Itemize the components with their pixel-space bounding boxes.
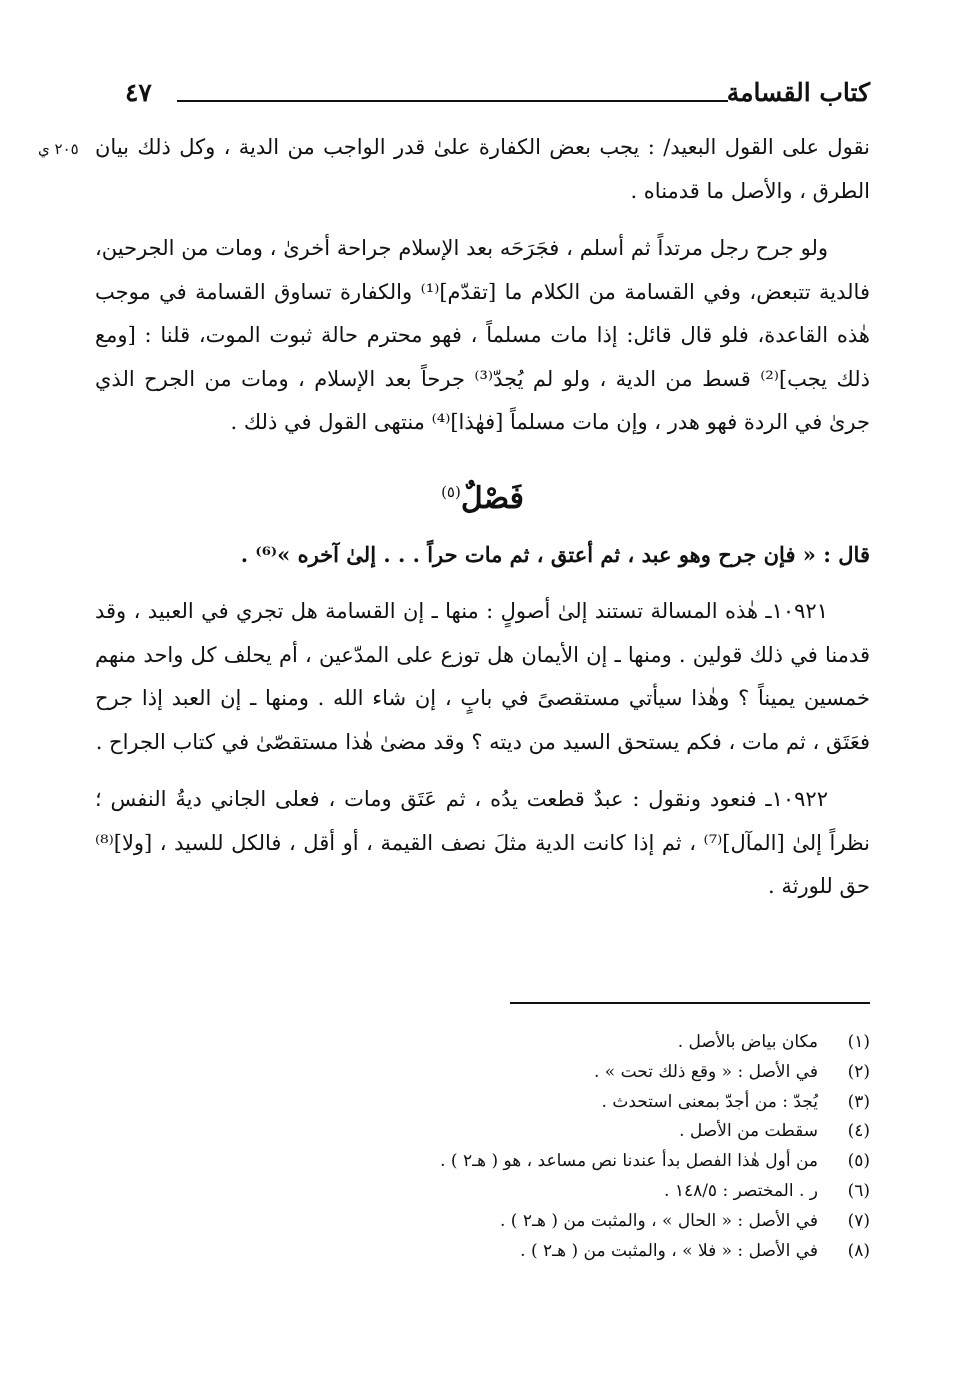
footnote-number: (١) — [847, 1032, 870, 1052]
section-heading-note: (٥) — [441, 482, 461, 501]
footnote-text: ر . المختصر : ١٤٨/٥ . — [664, 1180, 818, 1201]
paragraph-apostate-wound: ولو جرح رجل مرتداً ثم أسلم ، فجَرَحَه بعد الإسلام جراحة أخرىٰ ، ومات من الجرحين، فالدية تتبعض، وفي القسامة من الكلام ما [تقدّم]⁽¹⁾ والكفارة تساوق القسامة في موجب هٰذه القاعدة، فلو قال قائل: إذا مات مسلماً ، فهو محترم حالة ثبوت الموت، قلنا : [ومع ذلك يجب]⁽²⁾ قسط من الدية ، ولو لم يُجدّ⁽³⁾ جرحاً بعد الإسلام ، ومات من الجرح الذي جرىٰ في الردة فهو هدر ، وإن مات مسلماً [فهٰذا]⁽⁴⁾ منتهى القول في ذلك . — [95, 236, 871, 434]
footnote-text: سقطت من الأصل . — [679, 1121, 818, 1142]
footnote-number: (٧) — [847, 1210, 870, 1231]
paragraph-continuation: نقول على القول البعيد/ : يجب بعض الكفارة علىٰ قدر الواجب من الدية ، وكل ذلك بيان الطرق ، والأصل ما قدمناه . — [95, 135, 870, 203]
footnote-item — [95, 1237, 870, 1267]
quoted-statement: قال : « فإن جرح وهو عبد ، ثم أعتق ، ثم مات حراً . . . إلىٰ آخره »⁽⁶⁾ . — [240, 541, 870, 567]
paragraph-10922: ١٠٩٢٢ـ فنعود ونقول : عبدٌ قطعت يدُه ، ثم عَتَق ومات ، فعلى الجاني ديةُ النفس ؛ نظراً إلىٰ [المآل]⁽⁷⁾ ، ثم إذا كانت الدية مثلَ نصف القيمة ، أو أقل ، فالكل للسيد ، [ولا]⁽⁸⁾ حق للورثة . — [95, 787, 870, 898]
footnote-item — [95, 1147, 870, 1177]
section-heading — [95, 465, 870, 533]
running-title: كتاب القسامة — [726, 78, 870, 107]
footnote-text: يُجدّ : من أجدّ بمعنى استحدث . — [601, 1091, 818, 1112]
footnote-item — [95, 1177, 870, 1207]
footnote-number: (٨) — [847, 1240, 870, 1261]
footnote-item — [95, 1028, 870, 1058]
footnote-item — [95, 1058, 870, 1088]
paragraph-10921: ١٠٩٢١ـ هٰذه المسالة تستند إلىٰ أصولٍ : منها ـ إن القسامة هل تجري في العبيد ، وقد قدمنا في ذلك قولين . ومنها ـ إن الأيمان هل توزع على المدّعين ، أم يحلف كل واحد منهم خمسين يميناً ؟ وهٰذا سيأتي مستقصىً في بابٍ ، إن شاء الله . ومنها ـ إن العبد إذا جرح فعَتَق ، ثم مات ، فكم يستحق السيد من ديته ؟ وقد مضىٰ هٰذا مستقصّىٰ في كتاب الجراح . — [95, 599, 870, 754]
section-heading-title: فَصْلٌ — [460, 480, 524, 516]
footnote-number: (٣) — [847, 1091, 870, 1112]
footnote-text: مكان بياض بالأصل . — [677, 1032, 818, 1052]
footnote-number: (٤) — [847, 1121, 870, 1142]
footnote-item — [95, 1088, 870, 1118]
book-page — [95, 0, 870, 1393]
footnote-number: (٦) — [847, 1180, 870, 1201]
footnote-text: من أول هٰذا الفصل بدأ عندنا نص مساعد ، هو ( هـ٢ ) . — [440, 1151, 818, 1172]
footnotes — [95, 1028, 870, 1266]
footnote-number: (٢) — [847, 1061, 870, 1082]
footnote-item — [95, 1117, 870, 1147]
margin-note: ٢٠٥ ي — [38, 140, 79, 158]
footnote-item — [95, 1207, 870, 1237]
page-number: ٤٧ — [125, 78, 152, 107]
page-header — [95, 74, 870, 114]
header-rule — [177, 100, 728, 102]
footnote-text: في الأصل : « وقع ذلك تحت » . — [593, 1061, 818, 1082]
footnote-rule — [510, 1002, 870, 1004]
footnote-text: في الأصل : « الحال » ، والمثبت من ( هـ٢ ) . — [500, 1210, 818, 1231]
footnote-number: (٥) — [847, 1151, 870, 1172]
footnote-text: في الأصل : « فلا » ، والمثبت من ( هـ٢ ) . — [520, 1240, 818, 1261]
body-text — [95, 126, 870, 909]
